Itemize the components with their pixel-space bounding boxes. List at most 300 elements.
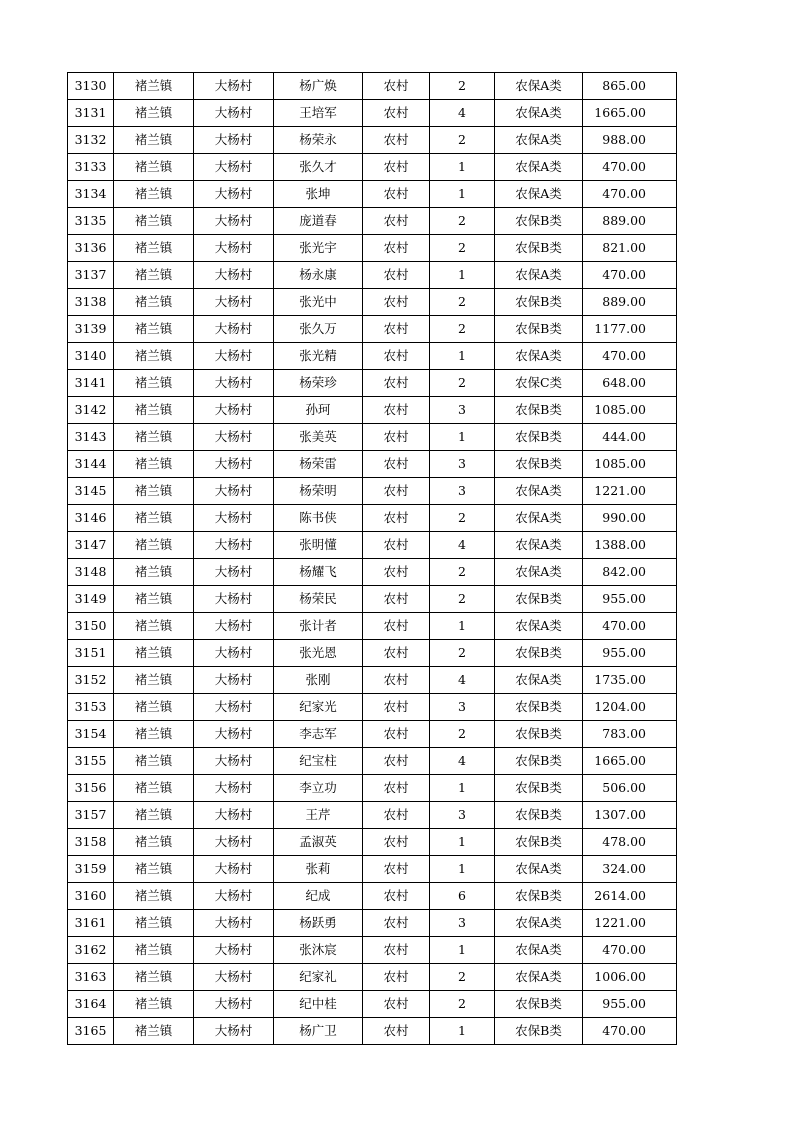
count-cell: 2 xyxy=(430,991,495,1018)
category-cell: 农保B类 xyxy=(495,721,583,748)
count-cell: 2 xyxy=(430,721,495,748)
table-row xyxy=(68,127,677,154)
category-cell: 农保B类 xyxy=(495,775,583,802)
name-cell: 张久才 xyxy=(274,154,363,181)
type-cell: 农村 xyxy=(363,100,430,127)
category-cell: 农保A类 xyxy=(495,127,583,154)
town-cell: 褚兰镇 xyxy=(114,208,194,235)
village-cell: 大杨村 xyxy=(194,991,274,1018)
name-cell: 杨荣明 xyxy=(274,478,363,505)
category-cell: 农保B类 xyxy=(495,829,583,856)
town-cell: 褚兰镇 xyxy=(114,559,194,586)
category-cell: 农保B类 xyxy=(495,640,583,667)
village-cell: 大杨村 xyxy=(194,802,274,829)
amount-cell: 865.00 xyxy=(583,73,677,100)
count-cell: 1 xyxy=(430,154,495,181)
village-cell: 大杨村 xyxy=(194,181,274,208)
village-cell: 大杨村 xyxy=(194,451,274,478)
serial-cell: 3146 xyxy=(68,505,114,532)
type-cell: 农村 xyxy=(363,559,430,586)
table-row xyxy=(68,667,677,694)
amount-cell: 478.00 xyxy=(583,829,677,856)
table-row xyxy=(68,856,677,883)
table-row xyxy=(68,883,677,910)
table-row xyxy=(68,397,677,424)
serial-cell: 3136 xyxy=(68,235,114,262)
serial-cell: 3138 xyxy=(68,289,114,316)
serial-cell: 3144 xyxy=(68,451,114,478)
name-cell: 张计者 xyxy=(274,613,363,640)
type-cell: 农村 xyxy=(363,667,430,694)
name-cell: 庞道春 xyxy=(274,208,363,235)
name-cell: 杨荣民 xyxy=(274,586,363,613)
amount-cell: 990.00 xyxy=(583,505,677,532)
category-cell: 农保B类 xyxy=(495,802,583,829)
count-cell: 2 xyxy=(430,127,495,154)
serial-cell: 3164 xyxy=(68,991,114,1018)
table-row xyxy=(68,532,677,559)
category-cell: 农保A类 xyxy=(495,505,583,532)
serial-cell: 3137 xyxy=(68,262,114,289)
amount-cell: 2614.00 xyxy=(583,883,677,910)
count-cell: 1 xyxy=(430,343,495,370)
type-cell: 农村 xyxy=(363,910,430,937)
town-cell: 褚兰镇 xyxy=(114,667,194,694)
table-row xyxy=(68,586,677,613)
village-cell: 大杨村 xyxy=(194,208,274,235)
town-cell: 褚兰镇 xyxy=(114,640,194,667)
town-cell: 褚兰镇 xyxy=(114,316,194,343)
serial-cell: 3143 xyxy=(68,424,114,451)
amount-cell: 1307.00 xyxy=(583,802,677,829)
data-table xyxy=(67,72,677,1045)
amount-cell: 1388.00 xyxy=(583,532,677,559)
table-row xyxy=(68,775,677,802)
village-cell: 大杨村 xyxy=(194,883,274,910)
table-row xyxy=(68,829,677,856)
table-row xyxy=(68,235,677,262)
amount-cell: 1665.00 xyxy=(583,748,677,775)
category-cell: 农保B类 xyxy=(495,208,583,235)
town-cell: 褚兰镇 xyxy=(114,451,194,478)
name-cell: 李立功 xyxy=(274,775,363,802)
amount-cell: 955.00 xyxy=(583,991,677,1018)
amount-cell: 1085.00 xyxy=(583,451,677,478)
category-cell: 农保A类 xyxy=(495,667,583,694)
amount-cell: 842.00 xyxy=(583,559,677,586)
category-cell: 农保A类 xyxy=(495,100,583,127)
amount-cell: 470.00 xyxy=(583,343,677,370)
serial-cell: 3157 xyxy=(68,802,114,829)
amount-cell: 955.00 xyxy=(583,586,677,613)
town-cell: 褚兰镇 xyxy=(114,181,194,208)
name-cell: 孙珂 xyxy=(274,397,363,424)
type-cell: 农村 xyxy=(363,370,430,397)
town-cell: 褚兰镇 xyxy=(114,991,194,1018)
village-cell: 大杨村 xyxy=(194,289,274,316)
village-cell: 大杨村 xyxy=(194,1018,274,1045)
count-cell: 3 xyxy=(430,478,495,505)
type-cell: 农村 xyxy=(363,829,430,856)
village-cell: 大杨村 xyxy=(194,154,274,181)
table-row xyxy=(68,424,677,451)
town-cell: 褚兰镇 xyxy=(114,127,194,154)
town-cell: 褚兰镇 xyxy=(114,856,194,883)
name-cell: 张光恩 xyxy=(274,640,363,667)
village-cell: 大杨村 xyxy=(194,343,274,370)
type-cell: 农村 xyxy=(363,613,430,640)
category-cell: 农保B类 xyxy=(495,748,583,775)
category-cell: 农保B类 xyxy=(495,694,583,721)
count-cell: 3 xyxy=(430,910,495,937)
category-cell: 农保A类 xyxy=(495,937,583,964)
amount-cell: 1665.00 xyxy=(583,100,677,127)
town-cell: 褚兰镇 xyxy=(114,424,194,451)
town-cell: 褚兰镇 xyxy=(114,478,194,505)
type-cell: 农村 xyxy=(363,802,430,829)
village-cell: 大杨村 xyxy=(194,100,274,127)
count-cell: 2 xyxy=(430,640,495,667)
town-cell: 褚兰镇 xyxy=(114,748,194,775)
table-row xyxy=(68,613,677,640)
count-cell: 3 xyxy=(430,451,495,478)
amount-cell: 1221.00 xyxy=(583,910,677,937)
village-cell: 大杨村 xyxy=(194,613,274,640)
count-cell: 1 xyxy=(430,829,495,856)
serial-cell: 3154 xyxy=(68,721,114,748)
village-cell: 大杨村 xyxy=(194,316,274,343)
table-row xyxy=(68,289,677,316)
serial-cell: 3158 xyxy=(68,829,114,856)
table-row xyxy=(68,964,677,991)
town-cell: 褚兰镇 xyxy=(114,721,194,748)
serial-cell: 3147 xyxy=(68,532,114,559)
table-row xyxy=(68,73,677,100)
name-cell: 杨荣珍 xyxy=(274,370,363,397)
table-row xyxy=(68,640,677,667)
amount-cell: 1085.00 xyxy=(583,397,677,424)
count-cell: 2 xyxy=(430,316,495,343)
count-cell: 1 xyxy=(430,262,495,289)
category-cell: 农保B类 xyxy=(495,289,583,316)
serial-cell: 3163 xyxy=(68,964,114,991)
table-row xyxy=(68,208,677,235)
name-cell: 纪家礼 xyxy=(274,964,363,991)
category-cell: 农保B类 xyxy=(495,586,583,613)
table-row xyxy=(68,262,677,289)
village-cell: 大杨村 xyxy=(194,532,274,559)
name-cell: 张刚 xyxy=(274,667,363,694)
amount-cell: 470.00 xyxy=(583,181,677,208)
name-cell: 纪中桂 xyxy=(274,991,363,1018)
type-cell: 农村 xyxy=(363,424,430,451)
count-cell: 3 xyxy=(430,397,495,424)
amount-cell: 988.00 xyxy=(583,127,677,154)
serial-cell: 3140 xyxy=(68,343,114,370)
town-cell: 褚兰镇 xyxy=(114,910,194,937)
town-cell: 褚兰镇 xyxy=(114,532,194,559)
town-cell: 褚兰镇 xyxy=(114,73,194,100)
category-cell: 农保A类 xyxy=(495,910,583,937)
serial-cell: 3156 xyxy=(68,775,114,802)
table-row xyxy=(68,505,677,532)
category-cell: 农保B类 xyxy=(495,397,583,424)
village-cell: 大杨村 xyxy=(194,964,274,991)
village-cell: 大杨村 xyxy=(194,262,274,289)
town-cell: 褚兰镇 xyxy=(114,613,194,640)
village-cell: 大杨村 xyxy=(194,748,274,775)
town-cell: 褚兰镇 xyxy=(114,829,194,856)
amount-cell: 955.00 xyxy=(583,640,677,667)
serial-cell: 3142 xyxy=(68,397,114,424)
name-cell: 孟淑英 xyxy=(274,829,363,856)
table-row xyxy=(68,910,677,937)
town-cell: 褚兰镇 xyxy=(114,883,194,910)
amount-cell: 889.00 xyxy=(583,289,677,316)
category-cell: 农保B类 xyxy=(495,235,583,262)
table-row xyxy=(68,100,677,127)
village-cell: 大杨村 xyxy=(194,505,274,532)
town-cell: 褚兰镇 xyxy=(114,370,194,397)
village-cell: 大杨村 xyxy=(194,937,274,964)
count-cell: 2 xyxy=(430,505,495,532)
name-cell: 杨永康 xyxy=(274,262,363,289)
type-cell: 农村 xyxy=(363,127,430,154)
category-cell: 农保A类 xyxy=(495,964,583,991)
type-cell: 农村 xyxy=(363,856,430,883)
table-row xyxy=(68,370,677,397)
type-cell: 农村 xyxy=(363,694,430,721)
count-cell: 2 xyxy=(430,73,495,100)
count-cell: 4 xyxy=(430,532,495,559)
type-cell: 农村 xyxy=(363,181,430,208)
category-cell: 农保B类 xyxy=(495,991,583,1018)
amount-cell: 1204.00 xyxy=(583,694,677,721)
name-cell: 张沐宸 xyxy=(274,937,363,964)
serial-cell: 3160 xyxy=(68,883,114,910)
count-cell: 1 xyxy=(430,775,495,802)
name-cell: 张光宇 xyxy=(274,235,363,262)
town-cell: 褚兰镇 xyxy=(114,100,194,127)
count-cell: 1 xyxy=(430,424,495,451)
table-row xyxy=(68,559,677,586)
table-row xyxy=(68,748,677,775)
category-cell: 农保A类 xyxy=(495,262,583,289)
category-cell: 农保B类 xyxy=(495,316,583,343)
category-cell: 农保A类 xyxy=(495,154,583,181)
count-cell: 4 xyxy=(430,667,495,694)
serial-cell: 3159 xyxy=(68,856,114,883)
type-cell: 农村 xyxy=(363,289,430,316)
village-cell: 大杨村 xyxy=(194,667,274,694)
village-cell: 大杨村 xyxy=(194,586,274,613)
type-cell: 农村 xyxy=(363,721,430,748)
category-cell: 农保A类 xyxy=(495,532,583,559)
type-cell: 农村 xyxy=(363,208,430,235)
name-cell: 陈书侠 xyxy=(274,505,363,532)
table-row xyxy=(68,991,677,1018)
type-cell: 农村 xyxy=(363,478,430,505)
town-cell: 褚兰镇 xyxy=(114,343,194,370)
amount-cell: 821.00 xyxy=(583,235,677,262)
amount-cell: 470.00 xyxy=(583,613,677,640)
serial-cell: 3132 xyxy=(68,127,114,154)
amount-cell: 1006.00 xyxy=(583,964,677,991)
name-cell: 纪成 xyxy=(274,883,363,910)
serial-cell: 3141 xyxy=(68,370,114,397)
village-cell: 大杨村 xyxy=(194,775,274,802)
amount-cell: 470.00 xyxy=(583,1018,677,1045)
town-cell: 褚兰镇 xyxy=(114,775,194,802)
count-cell: 1 xyxy=(430,613,495,640)
name-cell: 杨荣永 xyxy=(274,127,363,154)
table-row xyxy=(68,694,677,721)
table-row xyxy=(68,802,677,829)
count-cell: 1 xyxy=(430,1018,495,1045)
category-cell: 农保A类 xyxy=(495,613,583,640)
table-row xyxy=(68,154,677,181)
table-row xyxy=(68,451,677,478)
table-body xyxy=(68,73,677,1045)
type-cell: 农村 xyxy=(363,937,430,964)
count-cell: 2 xyxy=(430,289,495,316)
town-cell: 褚兰镇 xyxy=(114,262,194,289)
amount-cell: 648.00 xyxy=(583,370,677,397)
amount-cell: 1221.00 xyxy=(583,478,677,505)
category-cell: 农保C类 xyxy=(495,370,583,397)
name-cell: 张明懂 xyxy=(274,532,363,559)
count-cell: 2 xyxy=(430,370,495,397)
serial-cell: 3161 xyxy=(68,910,114,937)
village-cell: 大杨村 xyxy=(194,640,274,667)
name-cell: 张美英 xyxy=(274,424,363,451)
serial-cell: 3139 xyxy=(68,316,114,343)
serial-cell: 3135 xyxy=(68,208,114,235)
name-cell: 纪宝柱 xyxy=(274,748,363,775)
serial-cell: 3149 xyxy=(68,586,114,613)
serial-cell: 3131 xyxy=(68,100,114,127)
type-cell: 农村 xyxy=(363,775,430,802)
name-cell: 李志军 xyxy=(274,721,363,748)
count-cell: 1 xyxy=(430,181,495,208)
count-cell: 3 xyxy=(430,802,495,829)
village-cell: 大杨村 xyxy=(194,559,274,586)
village-cell: 大杨村 xyxy=(194,424,274,451)
amount-cell: 444.00 xyxy=(583,424,677,451)
type-cell: 农村 xyxy=(363,154,430,181)
category-cell: 农保B类 xyxy=(495,451,583,478)
category-cell: 农保A类 xyxy=(495,343,583,370)
name-cell: 纪家光 xyxy=(274,694,363,721)
type-cell: 农村 xyxy=(363,532,430,559)
name-cell: 张莉 xyxy=(274,856,363,883)
serial-cell: 3153 xyxy=(68,694,114,721)
type-cell: 农村 xyxy=(363,586,430,613)
count-cell: 3 xyxy=(430,694,495,721)
name-cell: 杨广焕 xyxy=(274,73,363,100)
type-cell: 农村 xyxy=(363,343,430,370)
serial-cell: 3151 xyxy=(68,640,114,667)
town-cell: 褚兰镇 xyxy=(114,154,194,181)
type-cell: 农村 xyxy=(363,883,430,910)
village-cell: 大杨村 xyxy=(194,73,274,100)
name-cell: 杨跃勇 xyxy=(274,910,363,937)
category-cell: 农保A类 xyxy=(495,73,583,100)
village-cell: 大杨村 xyxy=(194,910,274,937)
table-row xyxy=(68,181,677,208)
town-cell: 褚兰镇 xyxy=(114,235,194,262)
table-row xyxy=(68,937,677,964)
serial-cell: 3152 xyxy=(68,667,114,694)
village-cell: 大杨村 xyxy=(194,235,274,262)
name-cell: 张光精 xyxy=(274,343,363,370)
town-cell: 褚兰镇 xyxy=(114,505,194,532)
type-cell: 农村 xyxy=(363,451,430,478)
amount-cell: 470.00 xyxy=(583,937,677,964)
name-cell: 张久万 xyxy=(274,316,363,343)
village-cell: 大杨村 xyxy=(194,829,274,856)
name-cell: 王培军 xyxy=(274,100,363,127)
amount-cell: 470.00 xyxy=(583,154,677,181)
type-cell: 农村 xyxy=(363,505,430,532)
serial-cell: 3162 xyxy=(68,937,114,964)
village-cell: 大杨村 xyxy=(194,721,274,748)
table-row xyxy=(68,343,677,370)
village-cell: 大杨村 xyxy=(194,694,274,721)
serial-cell: 3130 xyxy=(68,73,114,100)
category-cell: 农保B类 xyxy=(495,883,583,910)
count-cell: 2 xyxy=(430,586,495,613)
serial-cell: 3134 xyxy=(68,181,114,208)
category-cell: 农保A类 xyxy=(495,559,583,586)
name-cell: 张坤 xyxy=(274,181,363,208)
town-cell: 褚兰镇 xyxy=(114,964,194,991)
type-cell: 农村 xyxy=(363,262,430,289)
village-cell: 大杨村 xyxy=(194,370,274,397)
serial-cell: 3133 xyxy=(68,154,114,181)
amount-cell: 1177.00 xyxy=(583,316,677,343)
amount-cell: 506.00 xyxy=(583,775,677,802)
type-cell: 农村 xyxy=(363,73,430,100)
category-cell: 农保B类 xyxy=(495,424,583,451)
serial-cell: 3145 xyxy=(68,478,114,505)
table-row xyxy=(68,478,677,505)
count-cell: 1 xyxy=(430,937,495,964)
amount-cell: 889.00 xyxy=(583,208,677,235)
amount-cell: 324.00 xyxy=(583,856,677,883)
serial-cell: 3150 xyxy=(68,613,114,640)
type-cell: 农村 xyxy=(363,964,430,991)
town-cell: 褚兰镇 xyxy=(114,397,194,424)
town-cell: 褚兰镇 xyxy=(114,1018,194,1045)
count-cell: 2 xyxy=(430,208,495,235)
count-cell: 4 xyxy=(430,100,495,127)
town-cell: 褚兰镇 xyxy=(114,586,194,613)
village-cell: 大杨村 xyxy=(194,856,274,883)
count-cell: 4 xyxy=(430,748,495,775)
amount-cell: 1735.00 xyxy=(583,667,677,694)
type-cell: 农村 xyxy=(363,640,430,667)
table-row xyxy=(68,1018,677,1045)
count-cell: 2 xyxy=(430,559,495,586)
type-cell: 农村 xyxy=(363,316,430,343)
count-cell: 6 xyxy=(430,883,495,910)
type-cell: 农村 xyxy=(363,235,430,262)
type-cell: 农村 xyxy=(363,1018,430,1045)
count-cell: 2 xyxy=(430,964,495,991)
type-cell: 农村 xyxy=(363,991,430,1018)
category-cell: 农保A类 xyxy=(495,181,583,208)
